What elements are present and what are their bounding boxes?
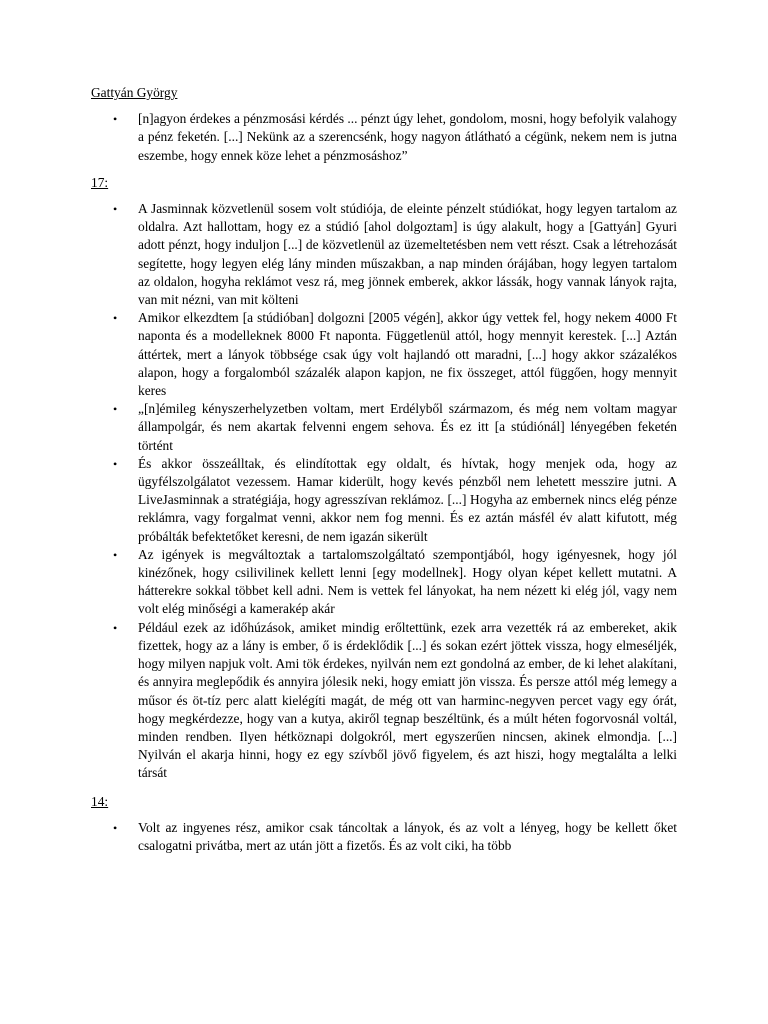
quote-text: Például ezek az időhúzások, amiket mindig erőltettünk, ezek arra vezették rá az embereket, akik fizettek, hogy az a lány is ember, ő is érdeklődik [...] és sokan ezért jöttek vissza, hogy elmeséljék, hogy milyen napjuk volt. Ami tök érdekes, nyilván nem ezt gondolná az ember, de ki lehet alakítani, és annyira meglepődik és annyira jólesik neki, hogy emiatt jön vissza. És persze attól még lemegy a műsor és öt-tíz perc alatt kielégíti magát, de még ott van harminc-negyven percet vagy egy órát, hogy megkérdezze, hogy van a kutya, akiről tegnap beszéltünk, és a múlt héten fogorvosnál voltál, minden rendben. Ilyen hétköznapi dolgokról, mert egyszerűen nincsen, akinek elmondja. [...] Nyilván el akarja hinni, hogy ez egy szívből jövő figyelem, és azt hiszi, hogy megtalálta a lelki társát: [138, 619, 677, 781]
quote-item: [91, 400, 677, 455]
section-heading-17: 17:: [91, 174, 109, 190]
bullet-icon: •: [113, 547, 118, 562]
quote-list-1: [91, 110, 677, 165]
bullet-icon: •: [113, 402, 118, 417]
section-heading-14: 14:: [91, 793, 109, 809]
document-page: [91, 84, 677, 855]
quote-list-3: [91, 819, 677, 855]
quote-text: [n]agyon érdekes a pénzmosási kérdés ... pénzt úgy lehet, gondolom, mosni, hogy befolyik valahogy a pénz feketén. [...] Nekünk az a szerencsénk, hogy nagyon átlátható a cégünk, nekem nem is jutna eszembe, hogy ennek köze lehet a pénzmosáshoz”: [138, 111, 677, 163]
quote-text: Volt az ingyenes rész, amikor csak táncoltak a lányok, és az volt a lényeg, hogy be kellett őket csalogatni privátba, mert az után jött a fizetős. És az volt ciki, ha több: [138, 819, 677, 853]
bullet-icon: •: [113, 202, 118, 217]
quote-item: [91, 819, 677, 855]
quote-text: A Jasminnak közvetlenül sosem volt stúdiója, de eleinte pénzelt stúdiókat, hogy legyen tartalom az oldalra. Azt hallottam, hogy ez a stúdió [ahol dolgoztam] is úgy alakult, hogy a [Gattyán] Gyuri adott pénzt, hogy induljon [...] de közvetlenül az üzemeltetésben nem vett részt. Csak a létrehozását segítette, hogy legyen elég lány minden műszakban, a nap minden órájában, hogy legyen tartalom az oldalon, hogyha reklámot vesz rá, meg jönnek emberek, akkor lássák, hogy vannak lányok rajta, van mit nézni, van mit költeni: [138, 201, 677, 308]
quote-text: Amikor elkezdtem [a stúdióban] dolgozni [2005 végén], akkor úgy vettek fel, hogy nekem 4000 Ft naponta és a modelleknek 8000 Ft naponta. Függetlenül attól, hogy mennyit kerestek. [...] Aztán áttértek, mert a lányok többsége csak úgy volt hajlandó ott maradni, [...] hogy akkor százalékos alapon, hogy a forgalomból százalék alapon kapjon, ne fix összeget, attól függően, hogy mennyit keres: [138, 310, 677, 399]
bullet-icon: •: [113, 112, 118, 127]
quote-item: [91, 546, 677, 619]
quote-item: [91, 110, 677, 165]
bullet-icon: •: [113, 820, 118, 835]
quote-text: „[n]émileg kényszerhelyzetben voltam, mert Erdélyből származom, és még nem voltam magyar állampolgár, és nem akartak felvenni engem sehova. És ez itt [a stúdiónál] lényegében feketén történt: [138, 401, 677, 453]
bullet-icon: •: [113, 620, 118, 635]
quote-text: Az igények is megváltoztak a tartalomszolgáltató szempontjából, hogy igényesnek, hogy jól kinézőnek, hogy csilivilinek kellett lenni [egy modellnek]. Hogy olyan képet kellett mutatni. A hátterekre sokkal többet kell adni. Nem is vettek fel lányokat, ha nem nézett ki elég jól, vagy nem volt elég minőségi a kamerakép akár: [138, 546, 677, 617]
quote-item: [91, 309, 677, 400]
quote-item: [91, 619, 677, 783]
quote-text: És akkor összeálltak, és elindítottak egy oldalt, és hívtak, hogy menjek oda, hogy az ügyfélszolgálatot vezessem. Hamar kiderült, hogy kevés pénzből nem lehetett messzire jutni. A LiveJasminnak a stratégiája, hogy agresszívan reklámoz. [...] Hogyha az embernek nincs elég pénze reklámra, vagy forgalmat venni, akkor nem fog menni. És ez aztán másfél év alatt kifutott, még próbálták befektetőket keresni, de nem igazán sikerült: [138, 455, 677, 544]
quote-item: [91, 200, 677, 309]
bullet-icon: •: [113, 456, 118, 471]
bullet-icon: •: [113, 311, 118, 326]
quote-item: [91, 455, 677, 546]
section-heading-author: Gattyán György: [91, 85, 178, 100]
quote-list-2: [91, 200, 677, 783]
